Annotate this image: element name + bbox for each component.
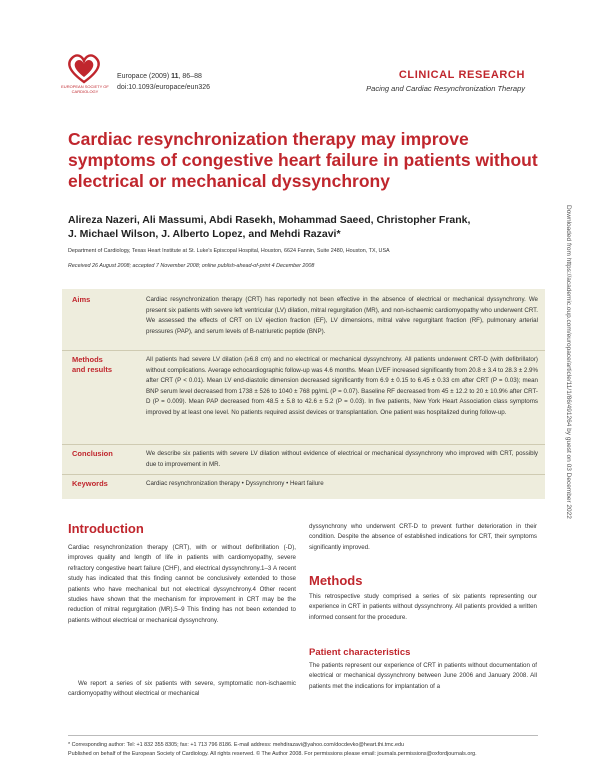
journal-citation: Europace (2009)	[117, 73, 172, 80]
introduction-heading: Introduction	[68, 521, 144, 536]
methods-heading: Methods	[309, 573, 363, 588]
esc-heart-logo	[62, 52, 106, 102]
article-title: Cardiac resynchronization therapy may improve symptoms of congestive heart failure in patients without electrical or mechanical dyssynchrony	[68, 129, 538, 191]
conclusion-label: Conclusion	[72, 449, 113, 458]
publisher-note: Published on behalf of the European Society of Cardiology. All rights reserved. © The Author 2008. For permissions please email: journals.permissions@oxfordjournals.org.	[68, 751, 477, 757]
keywords-label: Keywords	[72, 479, 108, 488]
footnote-rule	[68, 735, 538, 736]
patient-characteristics-heading: Patient characteristics	[309, 647, 411, 658]
journal-volume: 11	[171, 73, 179, 80]
subject-label: Pacing and Cardiac Resynchronization Therapy	[366, 84, 525, 93]
journal-info	[117, 71, 210, 93]
methods-paragraph-1: This retrospective study comprised a series of six patients representing our experience in CRT in patients without dyssynchrony. All patients provided a written informed consent for the procedure.	[309, 593, 537, 621]
journal-pages: , 86–88	[178, 73, 202, 80]
article-dates: Received 26 August 2008; accepted 7 November 2008; online publish-ahead-of-print 4 December 2008	[68, 263, 315, 269]
authors-line-1: Alireza Nazeri, Ali Massumi, Abdi Rasekh, Mohammad Saeed, Christopher Frank,	[68, 214, 471, 226]
society-logo-text: EUROPEAN SOCIETY OF CARDIOLOGY	[61, 84, 109, 94]
authors-line-2: J. Michael Wilson, J. Alberto Lopez, and Mehdi Razavi*	[68, 228, 341, 240]
patients-paragraph-1: The patients represent our experience of CRT in patients without documentation of electrical or mechanical dyssynchrony between June 2006 and January 2008. All patients met the indications for implantation of a	[309, 662, 537, 690]
doi: doi:10.1093/europace/eun326	[117, 84, 211, 91]
affiliation: Department of Cardiology, Texas Heart Institute at St. Luke's Episcopal Hospital, Houston, 6624 Fannin, Suite 2480, Houston, TX, USA	[68, 248, 390, 254]
methods-label-line-1: Methods	[72, 355, 103, 364]
aims-label: Aims	[72, 295, 91, 304]
methods-text: All patients had severe LV dilation (≥6.8 cm) and no electrical or mechanical dyssynchrony. All patients underwent CRT-D (with defibrillator) without complications. Average echocardiographic follow-up was 4.6 months. Mean LVEF increased significantly from 20.8 ± 3.4 to 28.3 ± 2.9% after CRT (P < 0.01). Mean LV end-diastolic dimension decreased significantly from 6.9 ± 0.15 to 6.45 ± 0.33 cm after CRT (P = 0.03); mean BNP serum level decreased from 1738 ± 526 to 1040 ± 768 pg/mL (P = 0.07). Baseline RF decreased from 45 ± 12.2 to 20 ± 10.9% after CRT-D (P = 0.009). Mean PAP decreased from 48.5 ± 5.8 to 42.6 ± 5.2 (P = 0.03). In five patients, New York Heart Association class symptoms improved by at least one level. No patients required assist devices or transplantation. One patient was hospitalized during follow-up.	[146, 356, 538, 416]
footnotes	[68, 741, 538, 759]
abstract-divider	[62, 350, 545, 351]
author-list	[68, 213, 538, 241]
intro-paragraph-1: Cardiac resynchronization therapy (CRT), with or without defibrillation (-D), improves quality and length of life in patients with cardiomyopathy, severe refractory congestive heart failure (CHF), and electrical dyssynchrony.1–3 A recent study has indicated that this finding cannot be conclusively extended to those patients who have mechanical but not electrical dyssynchrony.4 Other recent studies have shown that the mechanism for improvement in CRT may be the reduction of mitral regurgitation (MR).5–9 This finding has not been extended to patients without electrical or mechanical dyssynchrony.	[68, 544, 296, 624]
conclusion-text: We describe six patients with severe LV dilation without evidence of electrical or mechanical dyssynchrony who improved with CRT, possibly due to improvement in MR.	[146, 450, 538, 468]
abstract-divider	[62, 444, 545, 445]
download-watermark: Downloaded from https://academic.oup.com/europace/article/11/1/86/491264 by guest on 03 December 2022	[565, 205, 572, 519]
intro-paragraph-2: We report a series of six patients with severe, symptomatic non-ischaemic cardiomyopathy without electrical or mechanical	[68, 680, 296, 698]
methods-label-line-2: and results	[72, 365, 113, 374]
col2-paragraph-1: dyssynchrony who underwent CRT-D to prevent further deterioration in their condition. Despite the absence of established indications for CRT, their symptoms significantly improved.	[309, 523, 537, 551]
methods-label	[72, 355, 112, 375]
keywords-text: Cardiac resynchronization therapy • Dyssynchrony • Heart failure	[146, 480, 324, 487]
aims-text: Cardiac resynchronization therapy (CRT) has reportedly not been effective in the absence of electrical or mechanical dyssynchrony. We present six patients with severe left ventricular (LV) dilation, mitral regurgitation (MR), and non-ischaemic cardiomyopathy who underwent CRT. We assessed the effects of CRT on LV ejection fraction (EF), LV dimensions, mitral valve regurgitant fraction (RF), pulmonary arterial pressures (PAP), and serum levels of B-natriuretic peptide (BNP).	[146, 296, 538, 335]
section-label: CLINICAL RESEARCH	[398, 69, 525, 81]
structured-abstract	[62, 289, 545, 499]
corresponding-author-note: * Corresponding author: Tel: +1 832 355 8305; fax: +1 713 796 8186. E-mail address: mehdirazavi@yahoo.com/docdevko@heart.thi.tmc.edu	[68, 742, 404, 748]
abstract-divider	[62, 474, 545, 475]
